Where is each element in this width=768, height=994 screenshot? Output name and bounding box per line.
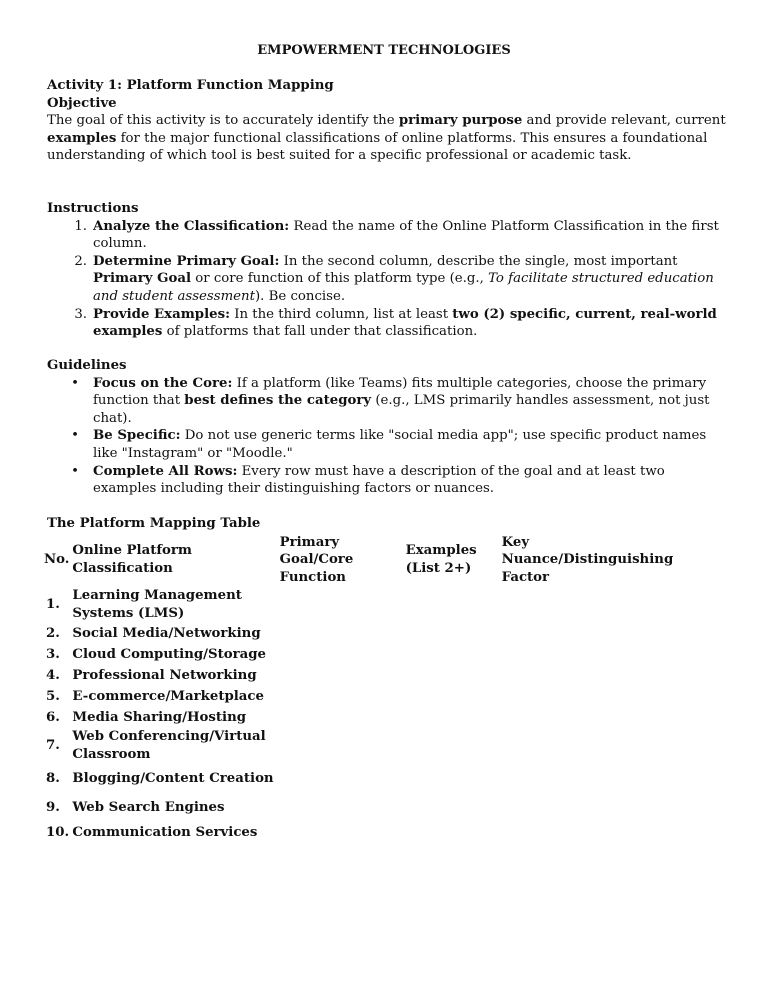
row-primary-goal-cell[interactable] [277, 686, 403, 707]
objective-text-1: The goal of this activity is to accurately identify the [47, 113, 399, 129]
row-nuance-cell[interactable] [499, 644, 690, 665]
col-header-classification: Online Platform Classification [72, 543, 193, 576]
row-primary-goal-cell[interactable] [277, 644, 403, 665]
table-row [44, 793, 690, 822]
row-primary-goal-cell[interactable] [277, 793, 403, 822]
row-classification: Blogging/Content Creation [72, 770, 274, 786]
objective-text-3: for the major functional classifications of online platforms. This ensures a foundational understanding of which tool is best suited for a specific professional or academic task. [47, 130, 708, 164]
row-number: 9. [46, 799, 60, 815]
row-examples-cell[interactable] [403, 728, 499, 764]
table-row [44, 686, 690, 707]
table-row [44, 707, 690, 728]
instruction-text: Read the name of the Online Platform Classification in the first column. [93, 218, 719, 252]
row-number: 3. [46, 646, 60, 662]
row-number: 10. [46, 824, 70, 840]
row-classification: Social Media/Networking [72, 625, 261, 641]
instruction-bold: Primary Goal [93, 271, 191, 287]
guideline-item [47, 427, 727, 462]
table-row [44, 587, 690, 623]
row-nuance-cell[interactable] [499, 665, 690, 686]
row-primary-goal-cell[interactable] [277, 764, 403, 793]
instruction-text: In the third column, list at least [230, 306, 453, 322]
instruction-text: ). Be concise. [254, 288, 346, 304]
row-primary-goal-cell[interactable] [277, 623, 403, 644]
instruction-item [47, 253, 727, 306]
instructions-list [47, 218, 727, 341]
row-classification: E-commerce/Marketplace [72, 688, 264, 704]
instruction-number: 3. [74, 306, 87, 322]
instructions-section [47, 200, 727, 341]
row-number: 1. [46, 597, 60, 613]
instruction-bold: Determine Primary Goal: [93, 253, 280, 269]
activity-title: Activity 1: Platform Function Mapping [47, 78, 334, 93]
guidelines-section [47, 357, 727, 498]
guidelines-list [47, 375, 727, 498]
instruction-text: of platforms that fall under that classification. [162, 324, 478, 340]
instruction-number: 2. [74, 253, 87, 269]
guideline-text: (e.g., LMS primarily handles assessment, not just chat). [93, 393, 710, 426]
objective-text-2: and provide relevant, current [522, 113, 726, 129]
guideline-text: Do not use generic terms like "social media app"; use specific product names like "Instagram" or "Moodle." [93, 428, 707, 461]
activity-section [47, 77, 727, 165]
instruction-text: or core function of this platform type (e.g., [191, 271, 489, 287]
document-title: EMPOWERMENT TECHNOLOGIES [257, 43, 511, 58]
table-row [44, 764, 690, 793]
bullet-icon: • [71, 463, 79, 479]
table-header-row [44, 533, 690, 587]
row-primary-goal-cell[interactable] [277, 587, 403, 623]
col-header-primary-goal: Primary Goal/Core Function [279, 534, 354, 585]
instruction-bold: Analyze the Classification: [93, 218, 290, 234]
row-nuance-cell[interactable] [499, 686, 690, 707]
instruction-number: 1. [74, 218, 87, 234]
row-examples-cell[interactable] [403, 793, 499, 822]
guideline-bold: Focus on the Core: [93, 375, 233, 391]
platform-mapping-table [44, 533, 690, 843]
guideline-item [47, 375, 727, 428]
row-number: 4. [46, 667, 60, 683]
row-examples-cell[interactable] [403, 686, 499, 707]
row-number: 7. [46, 738, 60, 754]
row-nuance-cell[interactable] [499, 793, 690, 822]
guidelines-heading: Guidelines [47, 358, 127, 373]
row-examples-cell[interactable] [403, 623, 499, 644]
objective-bold-1: primary purpose [398, 113, 523, 129]
row-nuance-cell[interactable] [499, 623, 690, 644]
row-nuance-cell[interactable] [499, 587, 690, 623]
instruction-italic: To facilitate structured education and student assessment [93, 271, 714, 304]
row-examples-cell[interactable] [403, 644, 499, 665]
instruction-item [47, 218, 727, 253]
objective-bold-2: examples [47, 130, 117, 146]
row-examples-cell[interactable] [403, 707, 499, 728]
objective-paragraph [47, 112, 727, 165]
row-primary-goal-cell[interactable] [277, 728, 403, 764]
instruction-bold: Provide Examples: [93, 306, 230, 322]
row-nuance-cell[interactable] [499, 764, 690, 793]
table-row [44, 644, 690, 665]
guideline-text: Every row must have a description of the goal and at least two examples including their distinguishing factors or nuances. [93, 463, 665, 497]
table-row [44, 822, 690, 843]
col-header-key-nuance: Key Nuance/Distinguishing Factor [501, 534, 674, 585]
guideline-bold: best defines the category [184, 393, 372, 409]
row-classification: Learning Management Systems (LMS) [72, 588, 242, 621]
table-row [44, 665, 690, 686]
objective-heading: Objective [47, 95, 117, 111]
row-nuance-cell[interactable] [499, 728, 690, 764]
table-row [44, 623, 690, 644]
guideline-text: If a platform (like Teams) fits multiple categories, choose the primary function that [93, 375, 707, 409]
col-header-no: No. [44, 552, 70, 568]
instruction-bold: two (2) specific, current, real-world examples [93, 306, 717, 340]
row-primary-goal-cell[interactable] [277, 665, 403, 686]
row-primary-goal-cell[interactable] [277, 822, 403, 843]
row-examples-cell[interactable] [403, 665, 499, 686]
row-classification: Web Search Engines [72, 799, 225, 815]
col-header-examples: Examples (List 2+) [405, 543, 477, 576]
instruction-item [47, 306, 727, 341]
row-examples-cell[interactable] [403, 822, 499, 843]
bullet-icon: • [71, 428, 79, 444]
row-number: 2. [46, 625, 60, 641]
guideline-item [47, 463, 727, 498]
row-nuance-cell[interactable] [499, 707, 690, 728]
instructions-heading: Instructions [47, 201, 139, 216]
row-classification: Professional Networking [72, 667, 257, 683]
row-nuance-cell[interactable] [499, 822, 690, 843]
row-classification: Communication Services [72, 824, 258, 840]
row-number: 5. [46, 688, 60, 704]
guideline-bold: Be Specific: [93, 428, 181, 444]
row-classification: Media Sharing/Hosting [72, 709, 247, 725]
row-examples-cell[interactable] [403, 764, 499, 793]
bullet-icon: • [71, 375, 79, 391]
instruction-text: In the second column, describe the single, most important [279, 253, 678, 269]
table-heading: The Platform Mapping Table [47, 516, 261, 531]
row-classification: Cloud Computing/Storage [72, 646, 267, 662]
row-primary-goal-cell[interactable] [277, 707, 403, 728]
row-examples-cell[interactable] [403, 587, 499, 623]
row-number: 6. [46, 709, 60, 725]
table-row [44, 728, 690, 764]
guideline-bold: Complete All Rows: [93, 463, 238, 479]
row-number: 8. [46, 770, 60, 786]
row-classification: Web Conferencing/Virtual Classroom [72, 729, 266, 762]
